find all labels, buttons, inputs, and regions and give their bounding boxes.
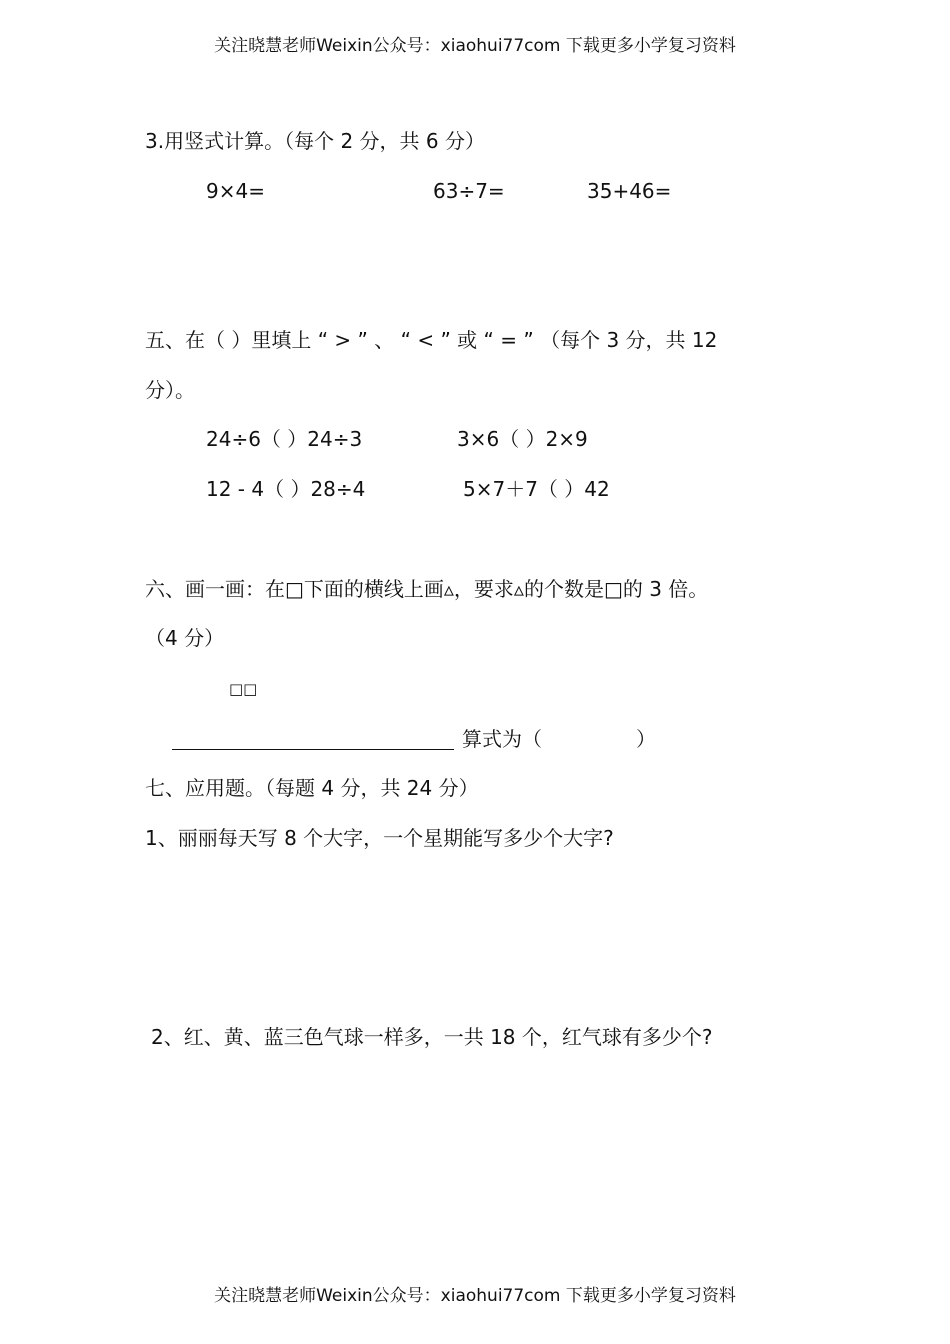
drawing-line <box>172 749 454 750</box>
formula-close: ） <box>636 727 656 751</box>
section-6-title: 六、画一画：在□下面的横线上画▵，要求▵的个数是□的 3 倍。 <box>145 577 709 601</box>
page-header: 关注晓慧老师Weixin公众号：xiaohui77com 下载更多小学复习资料 <box>214 36 736 56</box>
word-problem-2: 2、红、黄、蓝三色气球一样多，一共 18 个，红气球有多少个? <box>151 1025 713 1049</box>
compare-item-3: 12 - 4（ ）28÷4 <box>206 477 366 501</box>
section-5-title: 五、在（ ）里填上 “ > ” 、 “ < ” 或 “ = ” （每个 3 分，共 12 <box>145 328 718 352</box>
compare-item-1: 24÷6（ ）24÷3 <box>206 427 363 451</box>
section-6-title-cont: （4 分） <box>145 626 225 650</box>
section-3-title: 3.用竖式计算。（每个 2 分，共 6 分） <box>145 129 485 153</box>
word-problem-1: 1、丽丽每天写 8 个大字，一个星期能写多少个大字? <box>145 826 614 850</box>
section-5-title-cont: 分）。 <box>145 378 195 402</box>
section-7-title: 七、应用题。（每题 4 分，共 24 分） <box>145 776 479 800</box>
squares-figure: □□ <box>229 680 258 698</box>
formula-label: 算式为（ <box>462 727 542 751</box>
calc-item-1: 9×4= <box>206 179 265 203</box>
page-footer: 关注晓慧老师Weixin公众号：xiaohui77com 下载更多小学复习资料 <box>214 1286 736 1306</box>
calc-item-2: 63÷7= <box>433 179 505 203</box>
calc-item-3: 35+46= <box>587 179 672 203</box>
compare-item-4: 5×7＋7（ ）42 <box>463 477 610 501</box>
compare-item-2: 3×6（ ）2×9 <box>457 427 588 451</box>
